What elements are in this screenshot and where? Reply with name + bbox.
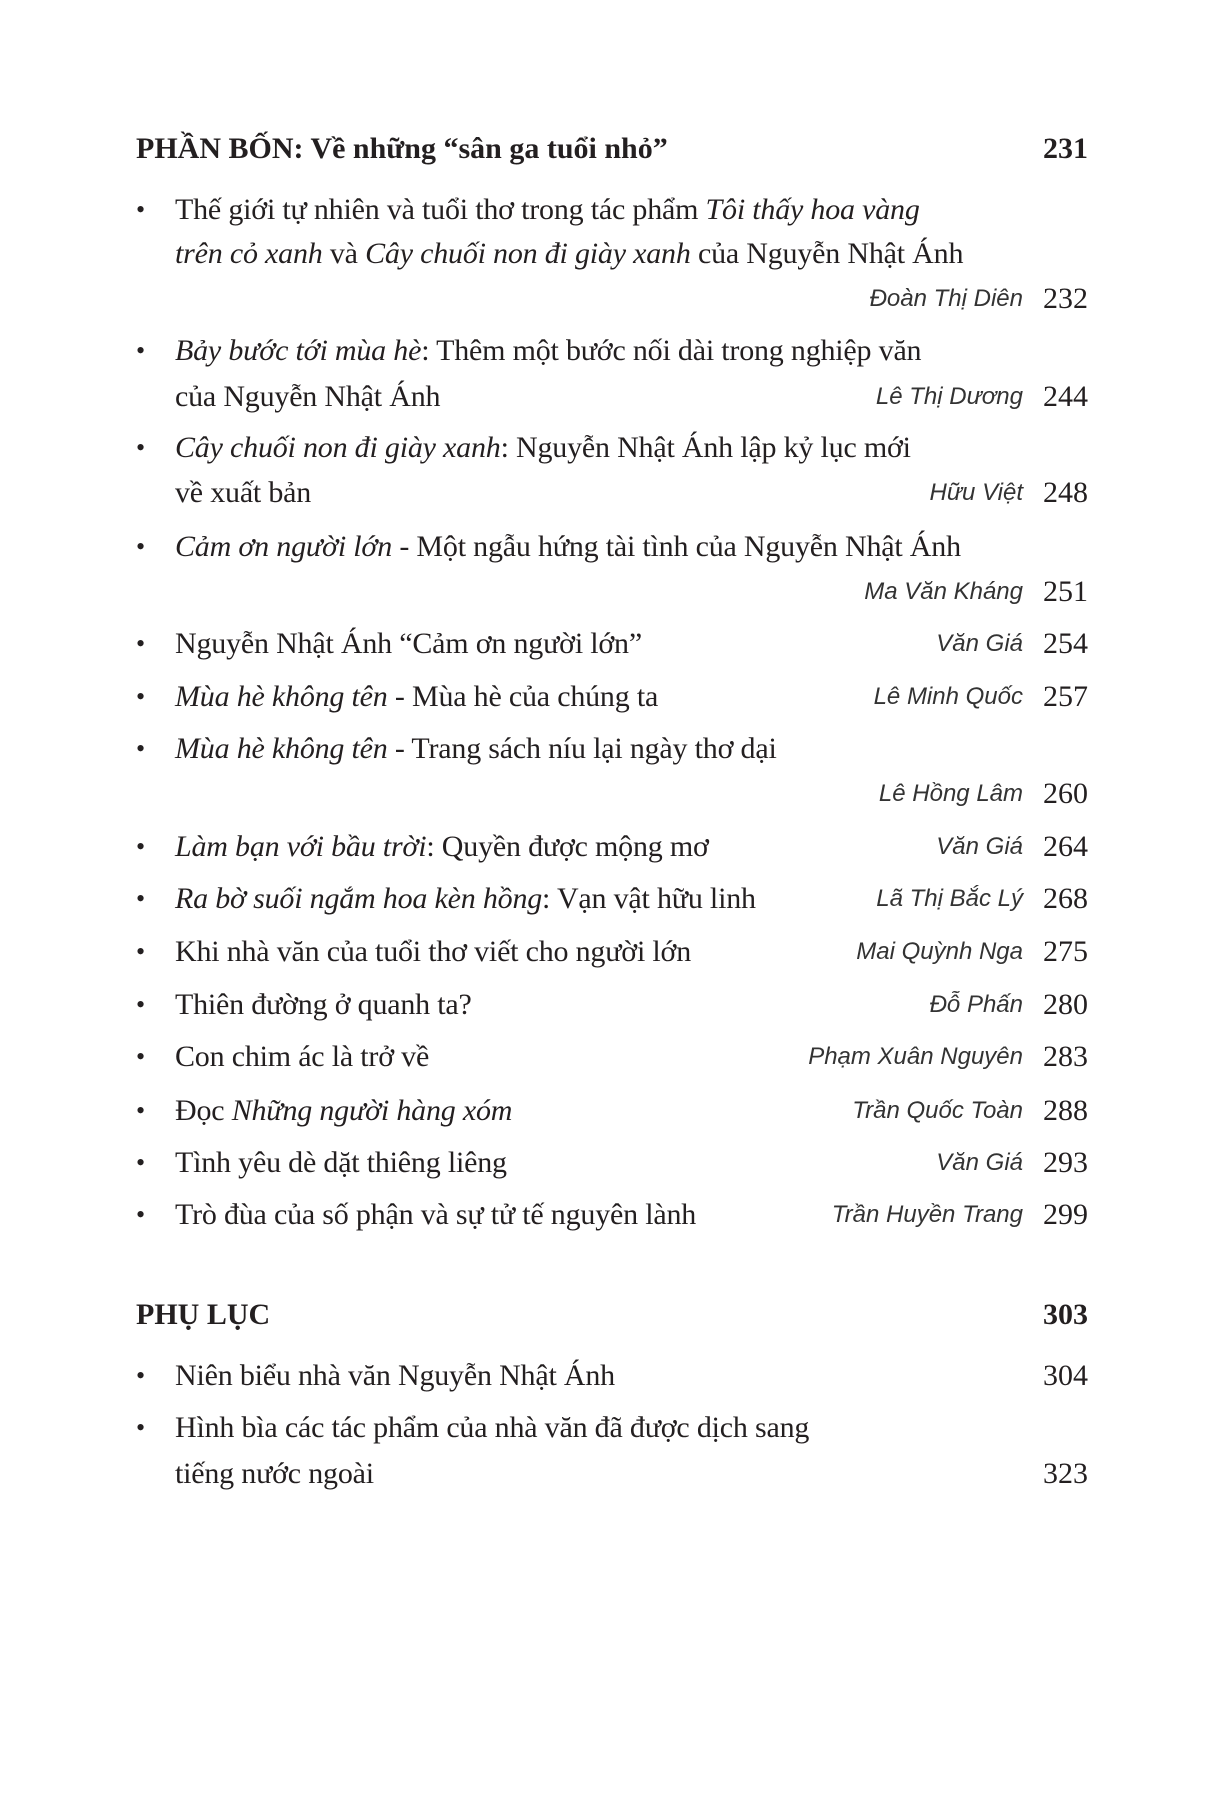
toc-entry-line[interactable] (0, 727, 1221, 771)
work-title-italic: Ra bờ suối ngắm hoa kèn hồng (175, 882, 543, 915)
toc-entry-line[interactable] (0, 983, 1221, 1027)
title-text: Niên biểu nhà văn Nguyễn Nhật Ánh (175, 1359, 615, 1392)
title-text: Trò đùa của số phận và sự tử tế nguyên lành (175, 1198, 697, 1231)
toc-entry-line[interactable] (0, 188, 1221, 232)
entry-title (175, 1354, 615, 1398)
toc-entry-line[interactable] (0, 426, 1221, 470)
toc-entry-line[interactable] (0, 1141, 1221, 1185)
title-text: - Mùa hè của chúng ta (387, 680, 659, 713)
bullet-icon: • (136, 1096, 146, 1125)
entry-page-number: 288 (1043, 1094, 1088, 1127)
entry-title (175, 1193, 696, 1237)
toc-entry-line[interactable] (0, 1089, 1221, 1133)
toc-entry-line[interactable] (0, 1406, 1221, 1450)
entry-author: Văn Giá (936, 1149, 1023, 1176)
title-text: Thế giới tự nhiên và tuổi thơ trong tác phẩm (175, 193, 706, 226)
title-text: : Quyền được mộng mơ (426, 830, 709, 863)
bullet-icon: • (136, 629, 146, 658)
toc-entry-line[interactable] (0, 525, 1221, 569)
bullet-icon: • (136, 990, 146, 1019)
bullet-icon: • (136, 1200, 146, 1229)
entry-title (175, 1406, 809, 1450)
bullet-icon: • (136, 1042, 146, 1071)
title-text: : Thêm một bước nối dài trong nghiệp văn (421, 334, 922, 367)
entry-page-number: 283 (1043, 1040, 1088, 1073)
bullet-icon: • (136, 1148, 146, 1177)
toc-entry-line[interactable] (0, 1452, 1221, 1496)
entry-page-number: 264 (1043, 830, 1088, 863)
work-title-italic: Mùa hè không tên (175, 680, 388, 713)
toc-entry-line[interactable] (0, 1354, 1221, 1398)
toc-entry-meta-row (0, 570, 1221, 614)
toc-entry-line[interactable] (0, 1035, 1221, 1079)
entry-title (175, 375, 440, 419)
title-text: - Trang sách níu lại ngày thơ dại (387, 732, 777, 765)
entry-page-number: 232 (1043, 282, 1088, 315)
entry-title (175, 727, 777, 771)
work-title-italic: Những người hàng xóm (231, 1094, 513, 1127)
bullet-icon: • (136, 1361, 146, 1390)
entry-author: Trần Quốc Toàn (852, 1097, 1023, 1124)
title-text: Nguyễn Nhật Ánh “Cảm ơn người lớn” (175, 627, 642, 660)
section-page-number: 231 (1043, 132, 1088, 165)
title-text: của Nguyễn Nhật Ánh (175, 380, 441, 413)
entry-author: Hữu Việt (929, 479, 1023, 506)
entry-page-number: 275 (1043, 935, 1088, 968)
section-page-number: 303 (1043, 1298, 1088, 1331)
entry-author: Lã Thị Bắc Lý (876, 885, 1023, 912)
toc-entry-line[interactable] (0, 930, 1221, 974)
entry-page-number: 244 (1043, 380, 1088, 413)
title-text: Thiên đường ở quanh ta? (175, 988, 472, 1021)
bullet-icon: • (136, 433, 146, 462)
entry-page-number: 280 (1043, 988, 1088, 1021)
entry-title (175, 675, 658, 719)
bullet-icon: • (136, 832, 146, 861)
toc-entry-line[interactable] (0, 329, 1221, 373)
bullet-icon: • (136, 532, 146, 561)
entry-title (175, 232, 963, 276)
bullet-icon: • (136, 884, 146, 913)
entry-author: Đoàn Thị Diên (869, 285, 1023, 312)
entry-title (175, 426, 911, 470)
title-text: của Nguyễn Nhật Ánh (690, 237, 964, 270)
entry-page-number: 248 (1043, 476, 1088, 509)
title-text: : Nguyễn Nhật Ánh lập kỷ lục mới (500, 431, 911, 464)
title-text: Khi nhà văn của tuổi thơ viết cho người lớn (175, 935, 691, 968)
work-title-italic: Bảy bước tới mùa hè (175, 334, 422, 367)
entry-title (175, 930, 691, 974)
title-text: : Vạn vật hữu linh (542, 882, 756, 915)
work-title-italic: Cây chuối non đi giày xanh (175, 431, 501, 464)
title-text: về xuất bản (175, 476, 312, 509)
work-title-italic: Làm bạn với bầu trời (175, 830, 427, 863)
title-text: Hình bìa các tác phẩm của nhà văn đã được dịch sang (175, 1411, 810, 1444)
entry-title (175, 1089, 512, 1133)
toc-entry-line[interactable] (0, 622, 1221, 666)
entry-title (175, 188, 920, 232)
entry-title (175, 825, 709, 869)
toc-entry-line[interactable] (0, 825, 1221, 869)
work-title-italic: Tôi thấy hoa vàng (705, 193, 920, 226)
toc-entry-line[interactable] (0, 675, 1221, 719)
section-heading-row (0, 127, 1221, 171)
entry-title (175, 877, 756, 921)
entry-title (175, 622, 642, 666)
toc-entry-line[interactable] (0, 232, 1221, 276)
entry-author: Văn Giá (936, 833, 1023, 860)
title-text: Đọc (175, 1094, 232, 1127)
bullet-icon: • (136, 937, 146, 966)
title-text: - Một ngẫu hứng tài tình của Nguyễn Nhật Ánh (392, 530, 961, 563)
entry-title (175, 525, 961, 569)
section-title: PHỤ LỤC (136, 1298, 271, 1331)
entry-title (175, 1141, 507, 1185)
entry-title (175, 1452, 374, 1496)
entry-title (175, 983, 472, 1027)
entry-title (175, 329, 921, 373)
bullet-icon: • (136, 195, 146, 224)
toc-entry-line[interactable] (0, 877, 1221, 921)
title-text: Tình yêu dè dặt thiêng liêng (175, 1146, 507, 1179)
entry-page-number: 268 (1043, 882, 1088, 915)
entry-page-number: 323 (1043, 1457, 1088, 1490)
entry-author: Lê Thị Dương (875, 383, 1023, 410)
entry-page-number: 304 (1043, 1359, 1088, 1392)
work-title-italic: trên cỏ xanh (175, 237, 323, 270)
entry-page-number: 254 (1043, 627, 1088, 660)
toc-entry-meta-row (0, 772, 1221, 816)
toc-entry-line[interactable] (0, 375, 1221, 419)
entry-author: Ma Văn Kháng (864, 578, 1023, 605)
bullet-icon: • (136, 1413, 146, 1442)
toc-entry-line[interactable] (0, 1193, 1221, 1237)
section-heading-row (0, 1293, 1221, 1337)
work-title-italic: Cây chuối non đi giày xanh (365, 237, 691, 270)
work-title-italic: Mùa hè không tên (175, 732, 388, 765)
title-text: Con chim ác là trở về (175, 1040, 430, 1073)
entry-page-number: 293 (1043, 1146, 1088, 1179)
entry-author: Văn Giá (936, 630, 1023, 657)
work-title-italic: Cảm ơn người lớn (175, 530, 393, 563)
bullet-icon: • (136, 682, 146, 711)
section-title: PHẦN BỐN: Về những “sân ga tuổi nhỏ” (136, 132, 668, 165)
toc-entry-meta-row (0, 277, 1221, 321)
entry-title (175, 471, 311, 515)
entry-author: Đỗ Phấn (929, 991, 1023, 1018)
entry-page-number: 299 (1043, 1198, 1088, 1231)
entry-author: Lê Minh Quốc (873, 683, 1023, 710)
entry-page-number: 251 (1043, 575, 1088, 608)
entry-author: Lê Hồng Lâm (878, 780, 1023, 807)
entry-page-number: 260 (1043, 777, 1088, 810)
entry-page-number: 257 (1043, 680, 1088, 713)
entry-author: Mai Quỳnh Nga (856, 938, 1023, 965)
title-text: tiếng nước ngoài (175, 1457, 374, 1490)
entry-author: Phạm Xuân Nguyên (808, 1043, 1023, 1070)
title-text: và (322, 237, 366, 270)
entry-title (175, 1035, 429, 1079)
bullet-icon: • (136, 336, 146, 365)
toc-entry-line[interactable] (0, 471, 1221, 515)
bullet-icon: • (136, 734, 146, 763)
entry-author: Trần Huyền Trang (831, 1201, 1023, 1228)
